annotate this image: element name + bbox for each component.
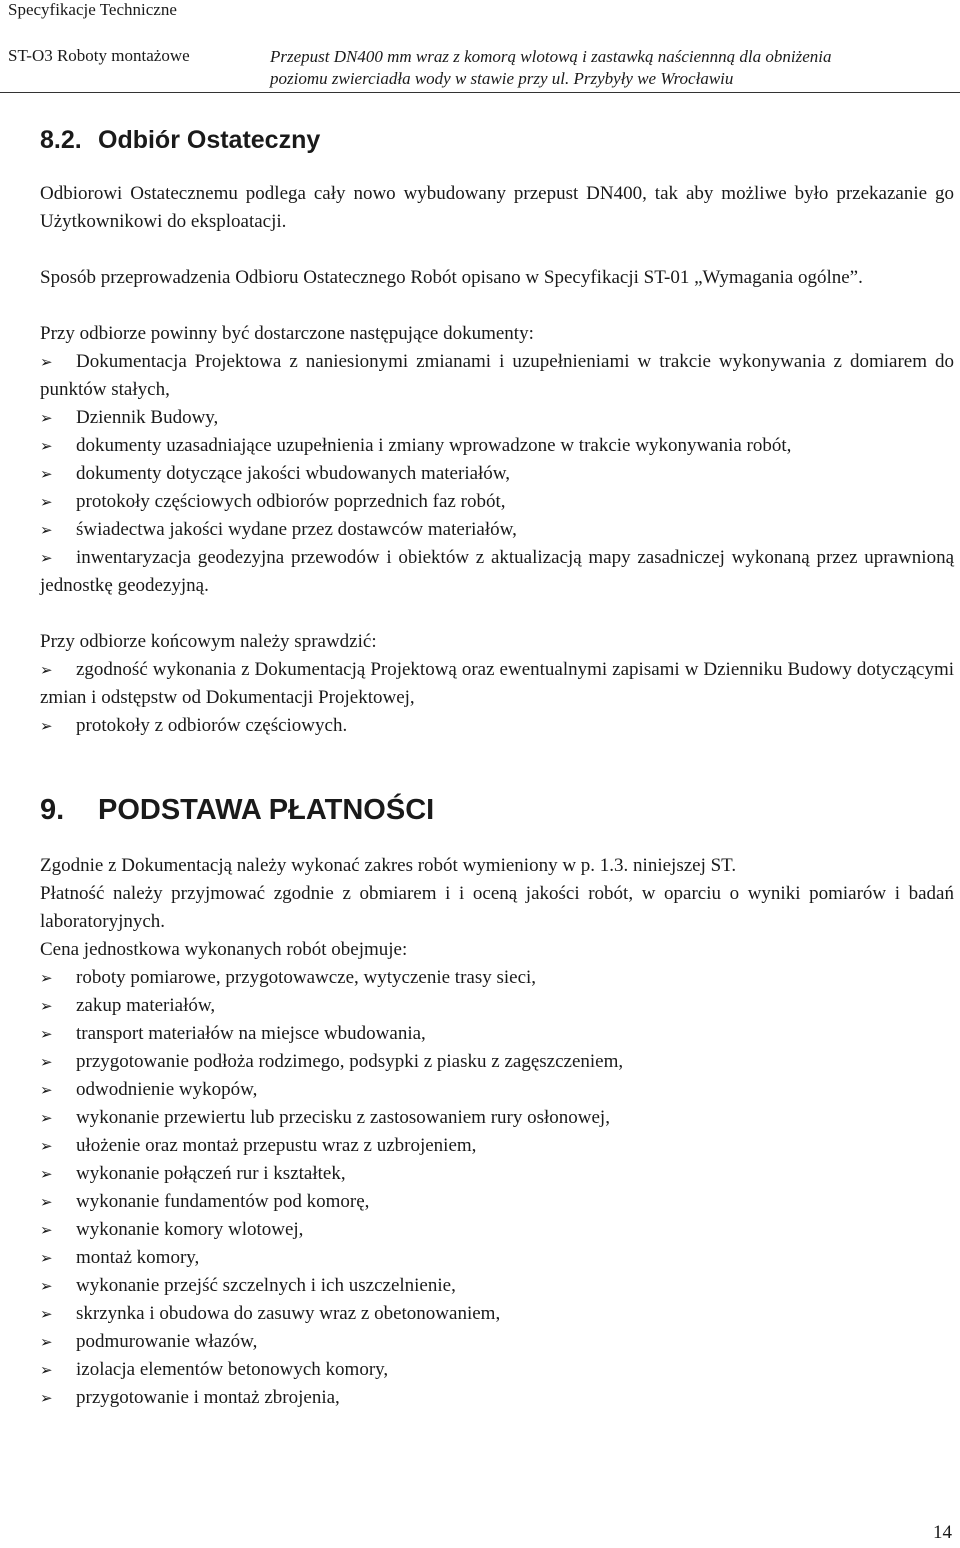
header-divider bbox=[0, 92, 960, 93]
list-item bbox=[40, 1020, 954, 1048]
list-item bbox=[40, 992, 954, 1020]
list-item-text: transport materiałów na miejsce wbudowania, bbox=[76, 1023, 426, 1044]
list-item-text: świadectwa jakości wydane przez dostawców materiałów, bbox=[76, 519, 517, 540]
list-item-text: przygotowanie podłoża rodzimego, podsypki z piasku z zagęszczeniem, bbox=[76, 1051, 624, 1072]
list-item bbox=[40, 432, 954, 460]
arrowhead-bullet-icon: ➢ bbox=[40, 969, 53, 987]
paragraph: Cena jednostkowa wykonanych robót obejmuje: bbox=[40, 939, 408, 960]
list-item bbox=[40, 404, 954, 432]
list-item bbox=[40, 1300, 954, 1328]
list-item-text: izolacja elementów betonowych komory, bbox=[76, 1359, 389, 1380]
list-item bbox=[40, 348, 954, 404]
list-item-text: wykonanie przejść szczelnych i ich uszczelnienie, bbox=[76, 1275, 456, 1296]
list-item-text: wykonanie połączeń rur i kształtek, bbox=[76, 1163, 346, 1184]
arrowhead-bullet-icon: ➢ bbox=[40, 1277, 53, 1295]
list-item bbox=[40, 1160, 954, 1188]
arrowhead-bullet-icon: ➢ bbox=[40, 549, 53, 567]
list-item-text: roboty pomiarowe, przygotowawcze, wytyczenie trasy sieci, bbox=[76, 967, 537, 988]
list-item-text: montaż komory, bbox=[76, 1247, 200, 1268]
arrowhead-bullet-icon: ➢ bbox=[40, 1249, 53, 1267]
project-subject-line-2: poziomu zwierciadła wody w stawie przy ul. Przybyły we Wrocławiu bbox=[270, 69, 734, 88]
page-number: 14 bbox=[933, 1522, 952, 1543]
list-item bbox=[40, 1328, 954, 1356]
section-9-heading bbox=[40, 788, 954, 832]
arrowhead-bullet-icon: ➢ bbox=[40, 1165, 53, 1183]
list-item-text: podmurowanie włazów, bbox=[76, 1331, 258, 1352]
list-item-text: wykonanie fundamentów pod komorę, bbox=[76, 1191, 370, 1212]
list-item-text: przygotowanie i montaż zbrojenia, bbox=[76, 1387, 340, 1408]
list-item-text: ułożenie oraz montaż przepustu wraz z uzbrojeniem, bbox=[76, 1135, 477, 1156]
list-item-text: odwodnienie wykopów, bbox=[76, 1079, 258, 1100]
paragraph: Przy odbiorze końcowym należy sprawdzić: bbox=[40, 631, 377, 652]
list-item-text: dokumenty dotyczące jakości wbudowanych materiałów, bbox=[76, 463, 511, 484]
project-subject-line-1: Przepust DN400 mm wraz z komorą wlotową i zastawką naściennną dla obniżenia bbox=[270, 47, 832, 66]
paragraph: Płatność należy przyjmować zgodnie z obmiarem i i oceną jakości robót, w oparciu o wyniki pomiarów i badań laboratoryjnych. bbox=[40, 883, 954, 932]
section-title: Odbiór Ostateczny bbox=[98, 126, 321, 154]
arrowhead-bullet-icon: ➢ bbox=[40, 1305, 53, 1323]
arrowhead-bullet-icon: ➢ bbox=[40, 465, 53, 483]
arrowhead-bullet-icon: ➢ bbox=[40, 437, 53, 455]
list-item bbox=[40, 1356, 954, 1384]
list-item bbox=[40, 712, 954, 740]
paragraph: Przy odbiorze powinny być dostarczone następujące dokumenty: bbox=[40, 323, 534, 344]
arrowhead-bullet-icon: ➢ bbox=[40, 717, 53, 735]
section-number: 8.2. bbox=[40, 126, 82, 154]
list-item-text: dokumenty uzasadniające uzupełnienia i zmiany wprowadzone w trakcie wykonywania robót, bbox=[76, 435, 792, 456]
required-documents-list bbox=[40, 348, 954, 600]
list-item bbox=[40, 1048, 954, 1076]
list-item-text: skrzynka i obudowa do zasuwy wraz z obetonowaniem, bbox=[76, 1303, 501, 1324]
section-title: PODSTAWA PŁATNOŚCI bbox=[98, 794, 435, 826]
list-item-text: Dokumentacja Projektowa z naniesionymi zmianami i uzupełnieniami w trakcie wykonywania z domiarem do punktów stałych, bbox=[40, 351, 954, 400]
arrowhead-bullet-icon: ➢ bbox=[40, 1137, 53, 1155]
list-item bbox=[40, 656, 954, 712]
document-title: Specyfikacje Techniczne bbox=[8, 0, 177, 19]
list-item bbox=[40, 1216, 954, 1244]
list-item bbox=[40, 1272, 954, 1300]
list-item bbox=[40, 964, 954, 992]
paragraph: Odbiorowi Ostatecznemu podlega cały nowo wybudowany przepust DN400, tak aby możliwe było przekazanie go Użytkownikowi do eksploatacji. bbox=[40, 183, 954, 232]
document-body bbox=[40, 120, 954, 1412]
list-item bbox=[40, 1104, 954, 1132]
list-item-text: protokoły częściowych odbiorów poprzednich faz robót, bbox=[76, 491, 506, 512]
list-item-text: wykonanie komory wlotowej, bbox=[76, 1219, 304, 1240]
arrowhead-bullet-icon: ➢ bbox=[40, 1053, 53, 1071]
arrowhead-bullet-icon: ➢ bbox=[40, 1361, 53, 1379]
paragraph: Zgodnie z Dokumentacją należy wykonać zakres robót wymieniony w p. 1.3. niniejszej ST. bbox=[40, 855, 737, 876]
list-item bbox=[40, 1076, 954, 1104]
arrowhead-bullet-icon: ➢ bbox=[40, 1193, 53, 1211]
spec-code: ST-O3 Roboty montażowe bbox=[8, 46, 190, 65]
section-8-2-heading bbox=[40, 120, 954, 160]
section-number: 9. bbox=[40, 794, 65, 826]
arrowhead-bullet-icon: ➢ bbox=[40, 1081, 53, 1099]
checks-list bbox=[40, 656, 954, 740]
list-item-text: Dziennik Budowy, bbox=[76, 407, 219, 428]
list-item-text: zakup materiałów, bbox=[76, 995, 216, 1016]
arrowhead-bullet-icon: ➢ bbox=[40, 661, 53, 679]
arrowhead-bullet-icon: ➢ bbox=[40, 1025, 53, 1043]
list-item bbox=[40, 1188, 954, 1216]
list-item-text: zgodność wykonania z Dokumentacją Projektową oraz ewentualnymi zapisami w Dzienniku Budowy dotyczącymi zmian i odstępstw od Dokumentacji Projektowej, bbox=[40, 659, 954, 708]
list-item bbox=[40, 1244, 954, 1272]
list-item-text: wykonanie przewiertu lub przecisku z zastosowaniem rury osłonowej, bbox=[76, 1107, 610, 1128]
project-subject bbox=[270, 46, 832, 90]
unit-price-scope-list bbox=[40, 964, 954, 1412]
list-item-text: inwentaryzacja geodezyjna przewodów i obiektów z aktualizacją mapy zasadniczej wykonaną przez uprawnioną jednostkę geodezyjną. bbox=[40, 547, 954, 596]
arrowhead-bullet-icon: ➢ bbox=[40, 409, 53, 427]
list-item bbox=[40, 1132, 954, 1160]
paragraph: Sposób przeprowadzenia Odbioru Ostatecznego Robót opisano w Specyfikacji ST-01 „Wymagania ogólne”. bbox=[40, 267, 863, 288]
arrowhead-bullet-icon: ➢ bbox=[40, 521, 53, 539]
arrowhead-bullet-icon: ➢ bbox=[40, 997, 53, 1015]
list-item bbox=[40, 460, 954, 488]
list-item bbox=[40, 544, 954, 600]
arrowhead-bullet-icon: ➢ bbox=[40, 1333, 53, 1351]
arrowhead-bullet-icon: ➢ bbox=[40, 493, 53, 511]
arrowhead-bullet-icon: ➢ bbox=[40, 353, 53, 371]
arrowhead-bullet-icon: ➢ bbox=[40, 1221, 53, 1239]
arrowhead-bullet-icon: ➢ bbox=[40, 1389, 53, 1407]
list-item-text: protokoły z odbiorów częściowych. bbox=[76, 715, 348, 736]
list-item bbox=[40, 1384, 954, 1412]
list-item bbox=[40, 516, 954, 544]
list-item bbox=[40, 488, 954, 516]
arrowhead-bullet-icon: ➢ bbox=[40, 1109, 53, 1127]
